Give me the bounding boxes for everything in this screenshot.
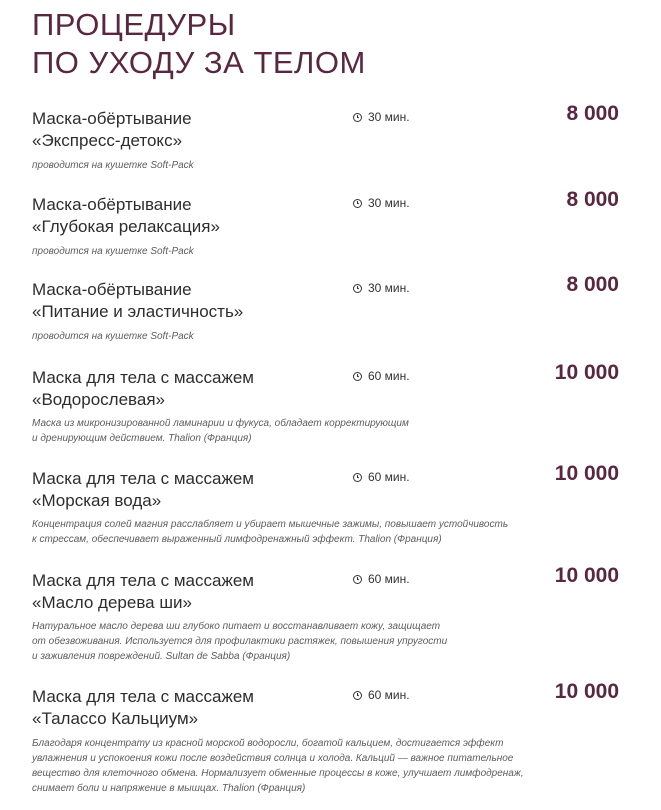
- procedure-price: 10 000: [554, 680, 619, 703]
- procedure-price: 8 000: [566, 273, 619, 296]
- procedure-duration: [353, 369, 410, 383]
- procedure-name: [32, 279, 352, 323]
- description-line: Благодаря концентрату из красной морской водоросли, богатой кальцием, достигается эффект: [32, 738, 504, 749]
- description-line: проводится на кушетке Soft-Pack: [32, 160, 194, 171]
- duration-text: 60 мин.: [368, 688, 410, 702]
- procedure-description: [32, 736, 552, 796]
- clock-icon: [353, 113, 362, 122]
- procedure-name-line-1: Маска для тела с массажем: [32, 571, 254, 590]
- procedure-price: 8 000: [566, 102, 619, 125]
- description-line: и заживления повреждений. Sultan de Sabba (Франция): [32, 651, 291, 662]
- page-title: [32, 6, 366, 82]
- procedure-duration: [353, 572, 410, 586]
- duration-text: 30 мин.: [368, 110, 410, 124]
- description-line: от обезвоживания. Используется для профилактики растяжек, повышения упругости: [32, 636, 448, 647]
- duration-text: 30 мин.: [368, 196, 410, 210]
- procedure-name-line-2: «Морская вода»: [32, 491, 162, 510]
- procedure-price: 8 000: [566, 188, 619, 211]
- description-line: Маска из микронизированной ламинарии и фукуса, обладает корректирующим: [32, 418, 409, 429]
- procedure-description: [32, 416, 552, 446]
- clock-icon: [353, 575, 362, 584]
- procedure-name-line-2: «Экспресс-детокс»: [32, 131, 183, 150]
- duration-text: 30 мин.: [368, 281, 410, 295]
- procedure-duration: [353, 688, 410, 702]
- page-title-line-2: ПО УХОДУ ЗА ТЕЛОМ: [32, 45, 366, 80]
- description-line: Концентрация солей магния расслабляет и убирает мышечные зажимы, повышает устойчивость: [32, 519, 509, 530]
- description-line: вещество для клеточного обмена. Нормализует обменные процессы в коже, улучшает лимфодренаж,: [32, 768, 524, 779]
- clock-icon: [353, 473, 362, 482]
- procedure-duration: [353, 470, 410, 484]
- procedure-description: [32, 244, 552, 259]
- procedure-name-line-2: «Питание и эластичность»: [32, 302, 244, 321]
- duration-text: 60 мин.: [368, 369, 410, 383]
- procedure-description: [32, 619, 552, 664]
- procedure-description: [32, 517, 552, 547]
- description-line: проводится на кушетке Soft-Pack: [32, 331, 194, 342]
- procedure-name-line-1: Маска для тела с массажем: [32, 469, 254, 488]
- procedure-name-line-1: Маска для тела с массажем: [32, 368, 254, 387]
- description-line: снимает боли и напряжение в мышцах. Thalion (Франция): [32, 783, 306, 794]
- procedure-duration: [353, 281, 410, 295]
- procedure-price: 10 000: [554, 564, 619, 587]
- procedure-description: [32, 158, 552, 173]
- duration-text: 60 мин.: [368, 470, 410, 484]
- description-line: к стрессам, обеспечивает выраженный лимфодренажный эффект. Thalion (Франция): [32, 534, 442, 545]
- clock-icon: [353, 199, 362, 208]
- procedure-name-line-2: «Водорослевая»: [32, 390, 165, 409]
- procedure-name: [32, 468, 352, 512]
- duration-text: 60 мин.: [368, 572, 410, 586]
- procedure-price: 10 000: [554, 361, 619, 384]
- procedure-name-line-2: «Глубокая релаксация»: [32, 217, 220, 236]
- clock-icon: [353, 691, 362, 700]
- procedure-name-line-1: Маска-обёртывание: [32, 109, 192, 128]
- procedure-name: [32, 194, 352, 238]
- clock-icon: [353, 284, 362, 293]
- procedure-name: [32, 367, 352, 411]
- procedure-duration: [353, 196, 410, 210]
- procedure-description: [32, 329, 552, 344]
- procedure-name: [32, 108, 352, 152]
- description-line: Натуральное масло дерева ши глубоко питает и восстанавливает кожу, защищает: [32, 621, 441, 632]
- procedure-price: 10 000: [554, 462, 619, 485]
- procedure-name-line-2: «Талассо Кальциум»: [32, 709, 199, 728]
- procedure-duration: [353, 110, 410, 124]
- procedure-name-line-2: «Масло дерева ши»: [32, 593, 192, 612]
- description-line: проводится на кушетке Soft-Pack: [32, 246, 194, 257]
- procedure-name-line-1: Маска для тела с массажем: [32, 687, 254, 706]
- description-line: и дренирующим действием. Thalion (Франция): [32, 433, 252, 444]
- description-line: увлажнения и успокоения кожи после воздействия солнца и холода. Кальций — важное питательное: [32, 753, 514, 764]
- procedure-name: [32, 570, 352, 614]
- page-title-line-1: ПРОЦЕДУРЫ: [32, 7, 236, 42]
- clock-icon: [353, 372, 362, 381]
- procedure-name-line-1: Маска-обёртывание: [32, 195, 192, 214]
- procedure-name-line-1: Маска-обёртывание: [32, 280, 192, 299]
- procedure-name: [32, 686, 352, 730]
